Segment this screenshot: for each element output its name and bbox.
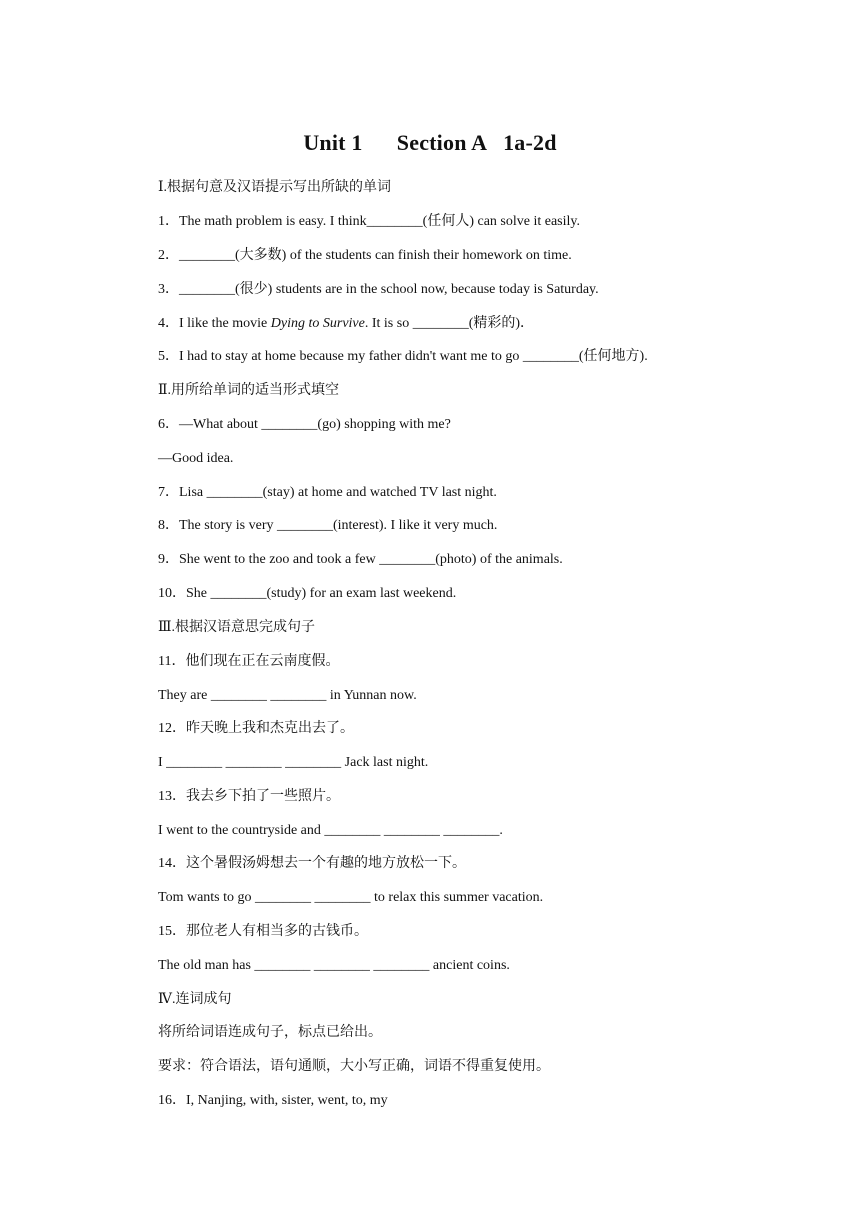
question-15-chinese: 15．那位老人有相当多的古钱币。 (158, 924, 368, 939)
question-4-suffix: . It is so ________(精彩的)． (364, 316, 535, 331)
question-15-english: The old man has ________ ________ ________ ancient coins. (158, 958, 510, 973)
question-14-chinese: 14．这个暑假汤姆想去一个有趣的地方放松一下。 (158, 856, 466, 871)
question-1: 1．The math problem is easy. I think________(任何人) can solve it easily. (158, 214, 580, 229)
worksheet-title: Unit 1 Section A 1a-2d (303, 130, 557, 155)
question-8: 8．The story is very ________(interest). I like it very much. (158, 518, 498, 533)
section-3-heading: Ⅲ.根据汉语意思完成句子 (158, 620, 316, 635)
question-11-chinese: 11．他们现在正在云南度假。 (158, 654, 340, 669)
question-6: 6．—What about ________(go) shopping with me? (158, 417, 451, 432)
section-4-requirement: 要求：符合语法，语句通顺，大小写正确，词语不得重复使用。 (158, 1059, 550, 1074)
movie-title: Dying to Survive (270, 316, 365, 331)
question-11-english: They are ________ ________ in Yunnan now. (158, 688, 417, 703)
question-3: 3．________(很少) students are in the school now, because today is Saturday. (158, 282, 599, 297)
question-4 (158, 315, 534, 333)
section-2-heading: Ⅱ.用所给单词的适当形式填空 (158, 383, 340, 398)
section-4-heading: Ⅳ.连词成句 (158, 992, 232, 1007)
section-1-heading: Ⅰ.根据句意及汉语提示写出所缺的单词 (158, 180, 392, 195)
question-4-prefix: 4．I like the movie (158, 316, 271, 331)
section-4-instruction: 将所给词语连成句子，标点已给出。 (158, 1025, 382, 1040)
question-13-chinese: 13．我去乡下拍了一些照片。 (158, 789, 340, 804)
question-9: 9．She went to the zoo and took a few ________(photo) of the animals. (158, 552, 563, 567)
question-5: 5．I had to stay at home because my father didn't want me to go ________(任何地方). (158, 349, 648, 364)
question-7: 7．Lisa ________(stay) at home and watched TV last night. (158, 485, 497, 500)
question-16: 16．I, Nanjing, with, sister, went, to, my (158, 1093, 388, 1108)
question-6-reply: —Good idea. (158, 451, 234, 466)
question-10: 10．She ________(study) for an exam last weekend. (158, 586, 457, 601)
question-12-english: I ________ ________ ________ Jack last night. (158, 755, 429, 770)
question-2: 2．________(大多数) of the students can finish their homework on time. (158, 248, 572, 263)
question-14-english: Tom wants to go ________ ________ to relax this summer vacation. (158, 890, 544, 905)
question-12-chinese: 12．昨天晚上我和杰克出去了。 (158, 721, 354, 736)
question-13-english: I went to the countryside and ________ ________ ________. (158, 823, 503, 838)
